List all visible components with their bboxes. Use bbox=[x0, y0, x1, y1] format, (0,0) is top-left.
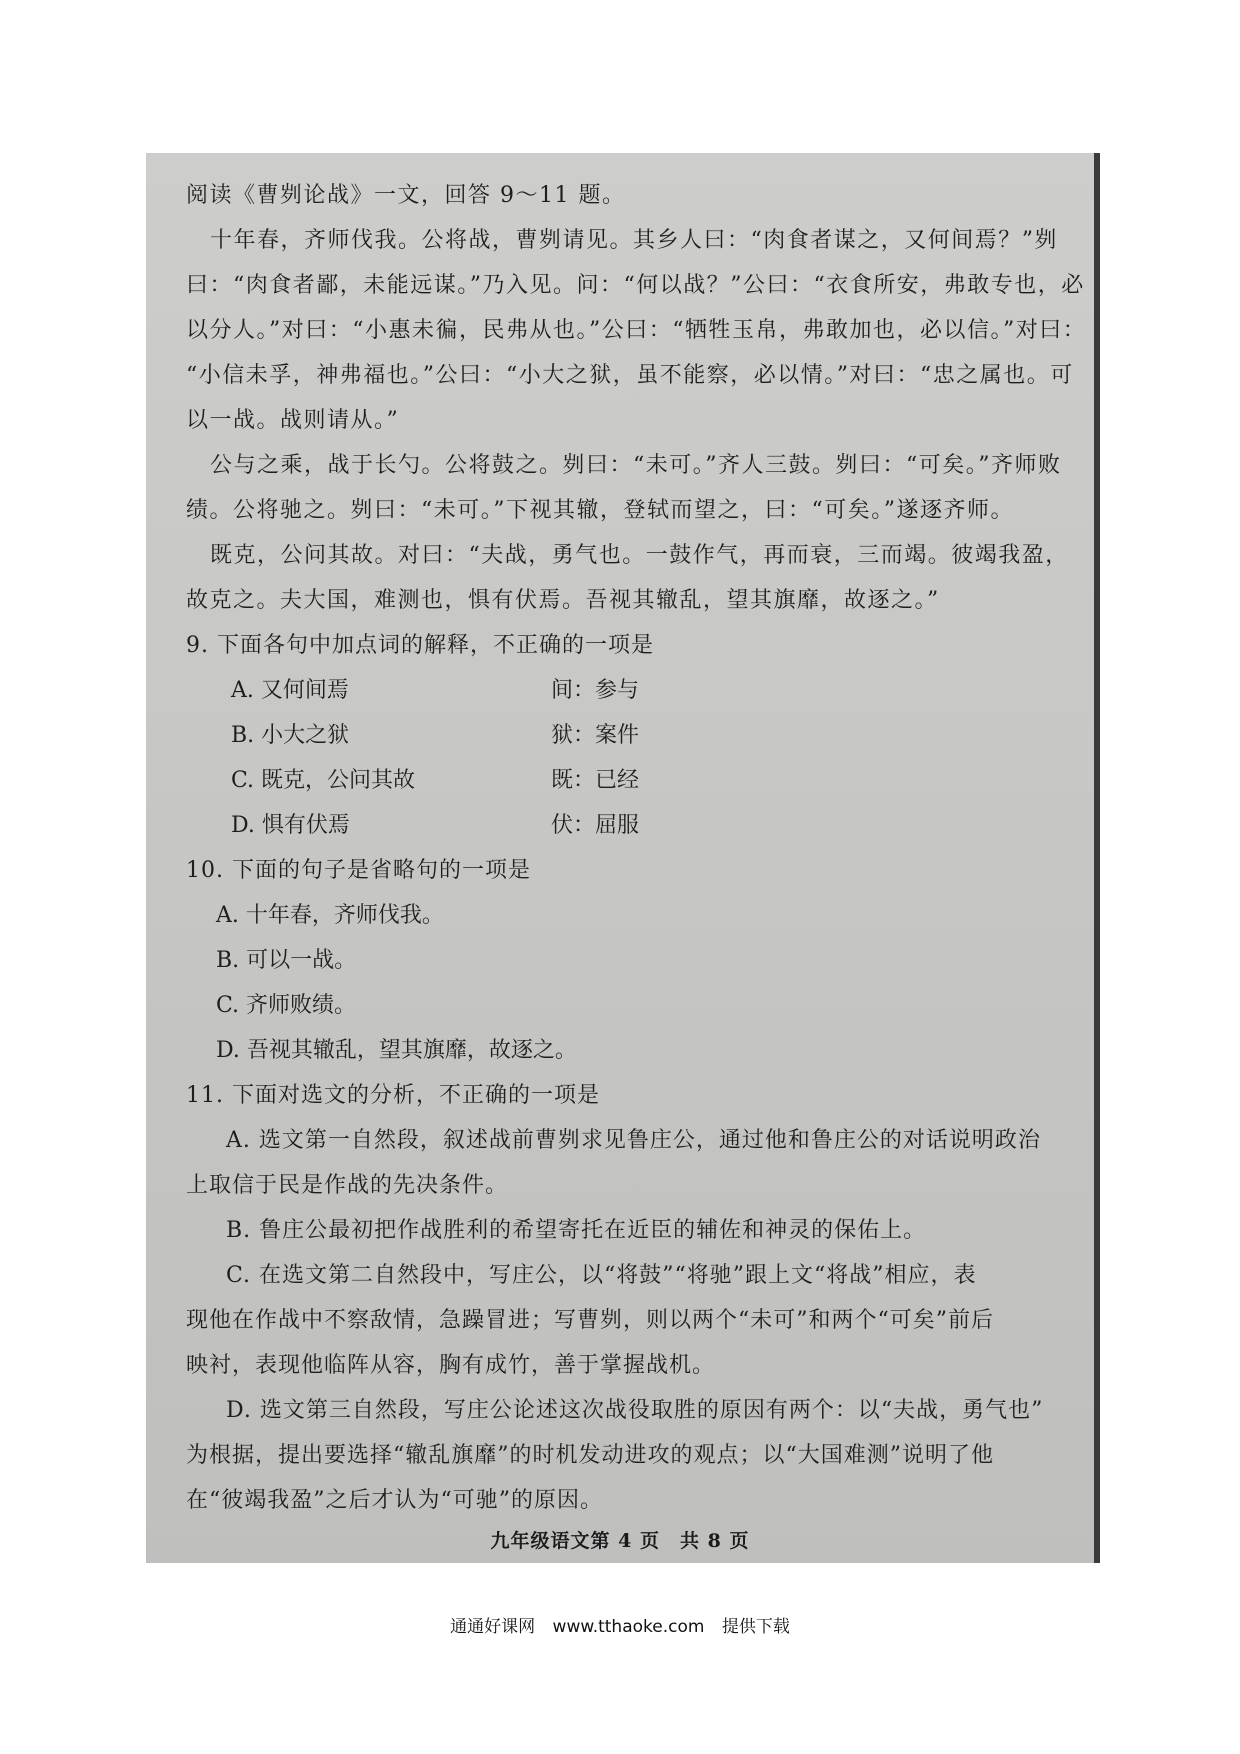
question-11-line: 映衬，表现他临阵从容，胸有成竹，善于掌握战机。 bbox=[186, 1353, 716, 1378]
option-explanation: 伏：屈服 bbox=[551, 813, 640, 838]
question-11-line: A. 选文第一自然段，叙述战前曹刿求见鲁庄公，通过他和鲁庄公的对话说明政治 bbox=[226, 1128, 1041, 1153]
passage-line: 曰：“肉食者鄙，未能远谋。”乃入见。问：“何以战？”公曰：“衣食所安，弗敢专也，必 bbox=[186, 273, 1085, 298]
site-footer bbox=[0, 1612, 1240, 1637]
passage-line: 公与之乘，战于长勺。公将鼓之。刿曰：“未可。”齐人三鼓。刿曰：“可矣。”齐师败 bbox=[210, 453, 1062, 478]
passage-line: 以分人。”对曰：“小惠未徧，民弗从也。”公曰：“牺牲玉帛，弗敢加也，必以信。”对曰： bbox=[186, 318, 1087, 343]
question-9-option-b bbox=[186, 713, 1056, 758]
question-11-line: 上取信于民是作战的先决条件。 bbox=[186, 1173, 509, 1198]
site-url[interactable]: www.tthaoke.com bbox=[552, 1617, 705, 1637]
question-10-option-d: D. 吾视其辙乱，望其旗靡，故逐之。 bbox=[216, 1038, 577, 1063]
option-explanation: 间：参与 bbox=[551, 678, 640, 703]
exam-content bbox=[186, 173, 1087, 1523]
question-10-option-c: C. 齐师败绩。 bbox=[216, 993, 357, 1018]
question-9-title: 9. 下面各句中加点词的解释，不正确的一项是 bbox=[186, 633, 654, 658]
question-11-line: 现他在作战中不察敌情，急躁冒进；写曹刿，则以两个“未可”和两个“可矣”前后 bbox=[186, 1308, 994, 1333]
site-name: 通通好课网 bbox=[450, 1617, 536, 1637]
scanned-exam-page bbox=[146, 153, 1100, 1563]
option-explanation: 狱：案件 bbox=[551, 723, 640, 748]
reading-intro: 阅读《曹刿论战》一文，回答 9～11 题。 bbox=[186, 183, 626, 208]
question-11-line: C. 在选文第二自然段中，写庄公，以“将鼓”“将驰”跟上文“将战”相应，表 bbox=[226, 1263, 977, 1288]
question-9-option-c bbox=[186, 758, 1056, 803]
passage-line: 以一战。战则请从。” bbox=[186, 408, 400, 433]
passage-line: 故克之。夫大国，难测也，惧有伏焉。吾视其辙乱，望其旗靡，故逐之。” bbox=[186, 588, 940, 613]
option-explanation: 既：已经 bbox=[551, 768, 640, 793]
question-11-line: 在“彼竭我盈”之后才认为“可驰”的原因。 bbox=[186, 1488, 603, 1513]
passage-line: 绩。公将驰之。刿曰：“未可。”下视其辙，登轼而望之，曰：“可矣。”遂逐齐师。 bbox=[186, 498, 1014, 523]
question-9 bbox=[186, 623, 1056, 848]
passage-paragraph-3 bbox=[186, 533, 1069, 623]
passage-line: 十年春，齐师伐我。公将战，曹刿请见。其乡人曰：“肉食者谋之，又何间焉？”刿 bbox=[210, 228, 1058, 253]
option-sentence: B. 小大之狱 bbox=[231, 723, 350, 748]
question-9-option-a bbox=[186, 668, 1056, 713]
question-11-line: B. 鲁庄公最初把作战胜利的希望寄托在近臣的辅佐和神灵的保佑上。 bbox=[226, 1218, 927, 1243]
option-sentence: A. 又何间焉 bbox=[231, 678, 349, 703]
passage-paragraph-1 bbox=[186, 218, 1087, 443]
question-10-option-b: B. 可以一战。 bbox=[216, 948, 357, 973]
option-sentence: C. 既克，公问其故 bbox=[231, 768, 416, 793]
question-10-option-a: A. 十年春，齐师伐我。 bbox=[216, 903, 444, 928]
exam-page-number: 九年级语文第 4 页 共 8 页 bbox=[490, 1530, 750, 1552]
question-11-line: 为根据，提出要选择“辙乱旗靡”的时机发动进攻的观点；以“大国难测”说明了他 bbox=[186, 1443, 994, 1468]
question-9-option-d bbox=[186, 803, 1056, 848]
question-11-title: 11. 下面对选文的分析，不正确的一项是 bbox=[186, 1083, 600, 1108]
option-sentence: D. 惧有伏焉 bbox=[231, 813, 350, 838]
question-10-title: 10. 下面的句子是省略句的一项是 bbox=[186, 858, 531, 883]
question-10 bbox=[186, 848, 1056, 1073]
passage-line: “小信未孚，神弗福也。”公曰：“小大之狱，虽不能察，必以情。”对曰：“忠之属也。可 bbox=[186, 363, 1074, 388]
passage-line: 既克，公问其故。对曰：“夫战，勇气也。一鼓作气，再而衰，三而竭。彼竭我盈， bbox=[210, 543, 1069, 568]
question-11-line: D. 选文第三自然段，写庄公论述这次战役取胜的原因有两个：以“夫战，勇气也” bbox=[226, 1398, 1044, 1423]
passage-paragraph-2 bbox=[186, 443, 1062, 533]
download-note: 提供下载 bbox=[721, 1617, 790, 1637]
question-11 bbox=[186, 1073, 1056, 1523]
